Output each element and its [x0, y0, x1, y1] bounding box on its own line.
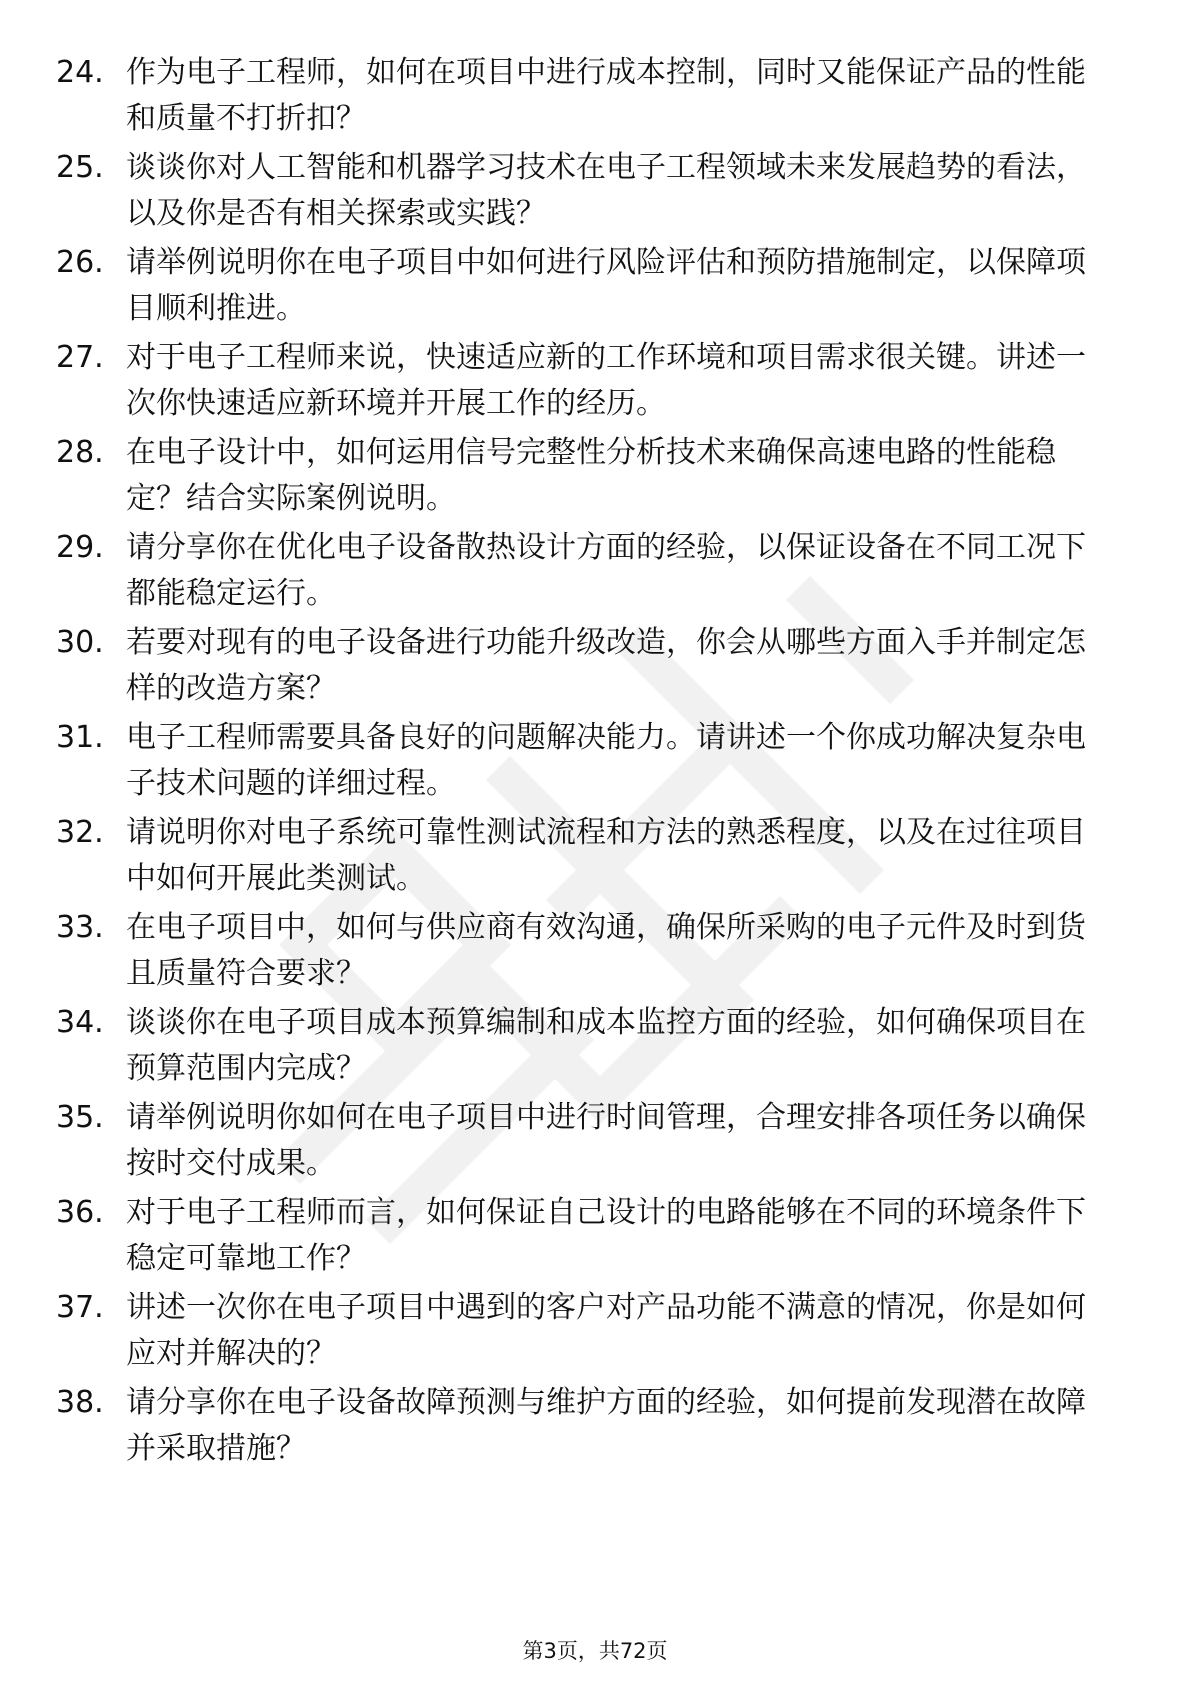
question-text: 请举例说明你在电子项目中如何进行风险评估和预防措施制定，以保障项目顺利推进。 — [126, 245, 1086, 326]
question-number: 27. — [56, 340, 104, 375]
question-text: 请分享你在电子设备故障预测与维护方面的经验，如何提前发现潜在故障并采取措施？ — [126, 1385, 1086, 1466]
question-item — [56, 810, 1116, 905]
question-number: 34. — [56, 1005, 104, 1040]
question-item — [56, 715, 1116, 810]
question-item — [56, 335, 1116, 430]
question-number: 26. — [56, 245, 104, 280]
question-item — [56, 1190, 1116, 1285]
question-text: 在电子设计中，如何运用信号完整性分析技术来确保高速电路的性能稳定？结合实际案例说明。 — [126, 435, 1056, 516]
question-item — [56, 145, 1116, 240]
question-text: 请说明你对电子系统可靠性测试流程和方法的熟悉程度，以及在过往项目中如何开展此类测试。 — [126, 815, 1086, 896]
question-number: 32. — [56, 815, 104, 850]
question-number: 30. — [56, 625, 104, 660]
question-list — [56, 50, 1116, 1475]
question-number: 33. — [56, 910, 104, 945]
question-number: 24. — [56, 55, 104, 90]
question-number: 28. — [56, 435, 104, 470]
question-text: 若要对现有的电子设备进行功能升级改造，你会从哪些方面入手并制定怎样的改造方案？ — [126, 625, 1086, 706]
question-text: 在电子项目中，如何与供应商有效沟通，确保所采购的电子元件及时到货且质量符合要求？ — [126, 910, 1086, 991]
question-text: 谈谈你对人工智能和机器学习技术在电子工程领域未来发展趋势的看法，以及你是否有相关探索或实践？ — [126, 150, 1086, 231]
question-text: 谈谈你在电子项目成本预算编制和成本监控方面的经验，如何确保项目在预算范围内完成？ — [126, 1005, 1086, 1086]
question-item — [56, 50, 1116, 145]
question-text: 请举例说明你如何在电子项目中进行时间管理，合理安排各项任务以确保按时交付成果。 — [126, 1100, 1086, 1181]
question-text: 电子工程师需要具备良好的问题解决能力。请讲述一个你成功解决复杂电子技术问题的详细过程。 — [126, 720, 1086, 801]
question-item — [56, 1095, 1116, 1190]
question-number: 35. — [56, 1100, 104, 1135]
question-number: 37. — [56, 1290, 104, 1325]
question-text: 作为电子工程师，如何在项目中进行成本控制，同时又能保证产品的性能和质量不打折扣？ — [126, 55, 1086, 136]
question-item — [56, 525, 1116, 620]
question-number: 31. — [56, 720, 104, 755]
question-text: 对于电子工程师而言，如何保证自己设计的电路能够在不同的环境条件下稳定可靠地工作？ — [126, 1195, 1086, 1276]
page-number-footer: 第3页，共72页 — [522, 1639, 668, 1663]
question-text: 讲述一次你在电子项目中遇到的客户对产品功能不满意的情况，你是如何应对并解决的？ — [126, 1290, 1086, 1371]
question-item — [56, 1380, 1116, 1475]
question-number: 25. — [56, 150, 104, 185]
question-text: 对于电子工程师来说，快速适应新的工作环境和项目需求很关键。讲述一次你快速适应新环境并开展工作的经历。 — [126, 340, 1086, 421]
question-text: 请分享你在优化电子设备散热设计方面的经验，以保证设备在不同工况下都能稳定运行。 — [126, 530, 1086, 611]
question-item — [56, 1000, 1116, 1095]
question-item — [56, 905, 1116, 1000]
question-number: 29. — [56, 530, 104, 565]
question-item — [56, 1285, 1116, 1380]
question-number: 38. — [56, 1385, 104, 1420]
question-item — [56, 240, 1116, 335]
question-item — [56, 620, 1116, 715]
question-number: 36. — [56, 1195, 104, 1230]
question-item — [56, 430, 1116, 525]
